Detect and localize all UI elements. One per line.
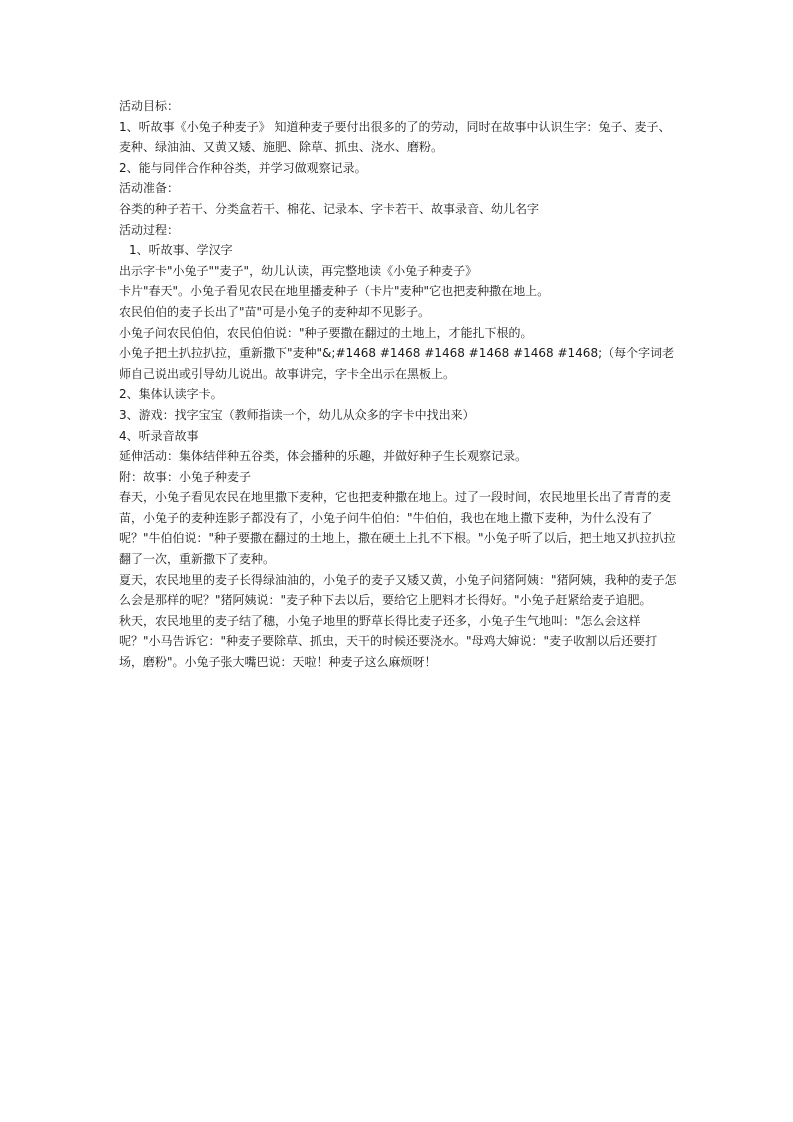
preparation-materials: 谷类的种子若干、分类盒若干、棉花、记录本、字卡若干、故事录音、幼儿名字 <box>119 201 540 216</box>
process-text: 出示字卡"小兔子""麦子"，幼儿认读，再完整地读《小兔子种麦子》 <box>119 263 478 278</box>
process-step-1: 1、听故事、学汉字 <box>129 243 233 258</box>
process-step-4: 4、听录音故事 <box>119 428 199 443</box>
story-autumn: 秋天，农民地里的麦子结了穗，小兔子地里的野草长得比麦子还多，小兔子生气地叫："怎么会这样呢？"小马告诉它："种麦子要除草、抓虫，天干的时候还要浇水。"母鸡大婶说："麦子收割以后还要打场，磨粉"。小兔子张大嘴巴说：天啦！种麦子这么麻烦呀！ <box>119 613 658 670</box>
goal-2: 2、能与同伴合作种谷类，并学习做观察记录。 <box>119 160 367 175</box>
extension-activity: 延伸活动：集体结伴种五谷类，体会播种的乐趣，并做好种子生长观察记录。 <box>119 449 528 464</box>
document-page <box>119 96 679 673</box>
process-text: 卡片"春天"。小兔子看见农民在地里播麦种子（卡片"麦种"它也把麦种撒在地上。 <box>119 284 550 299</box>
process-step-3: 3、游戏：找字宝宝（教师指读一个，幼儿从众多的字卡中找出来） <box>119 407 475 422</box>
heading-goals: 活动目标： <box>119 99 180 113</box>
story-summer: 夏天，农民地里的麦子长得绿油油的，小兔子的麦子又矮又黄，小兔子问猪阿姨："猪阿姨，我种的麦子怎么会是那样的呢？"猪阿姨说："麦子种下去以后，要给它上肥料才长得好。"小兔子赶紧给麦子追肥。 <box>119 572 677 608</box>
goal-1: 1、听故事《小兔子种麦子》 知道种麦子要付出很多的了的劳动，同时在故事中认识生字：兔子、麦子、麦种、绿油油、又黄又矮、施肥、除草、抓虫、浇水、磨粉。 <box>119 119 671 155</box>
heading-process: 活动过程： <box>119 222 180 237</box>
appendix-title: 附：故事：小兔子种麦子 <box>119 469 252 484</box>
story-spring: 春天，小兔子看见农民在地里撒下麦种，它也把麦种撒在地上。过了一段时间，农民地里长出了青青的麦苗，小兔子的麦种连影子都没有了，小兔子问牛伯伯："牛伯伯，我也在地上撒下麦种，为什么没有了呢？"牛伯伯说："种子要撒在翻过的土地上，撒在硬土上扎不下根。"小兔子听了以后，把土地又扒拉扒拉翻了一次，重新撒下了麦种。 <box>119 490 676 567</box>
heading-preparation: 活动准备： <box>119 181 180 196</box>
process-text: 小兔子把土扒拉扒拉，重新撒下"麦种"&;#1468 #1468 #1468 #1468 #1468 #1468;（每个字词老师自己说出或引导幼儿说出。故事讲完，字卡全出示在黑板上。 <box>119 346 675 381</box>
process-text: 农民伯伯的麦子长出了"苗"可是小兔子的麦种却不见影子。 <box>119 304 431 319</box>
process-step-2: 2、集体认读字卡。 <box>119 387 223 402</box>
process-text: 小兔子问农民伯伯，农民伯伯说："种子要撒在翻过的土地上，才能扎下根的。 <box>119 325 533 340</box>
